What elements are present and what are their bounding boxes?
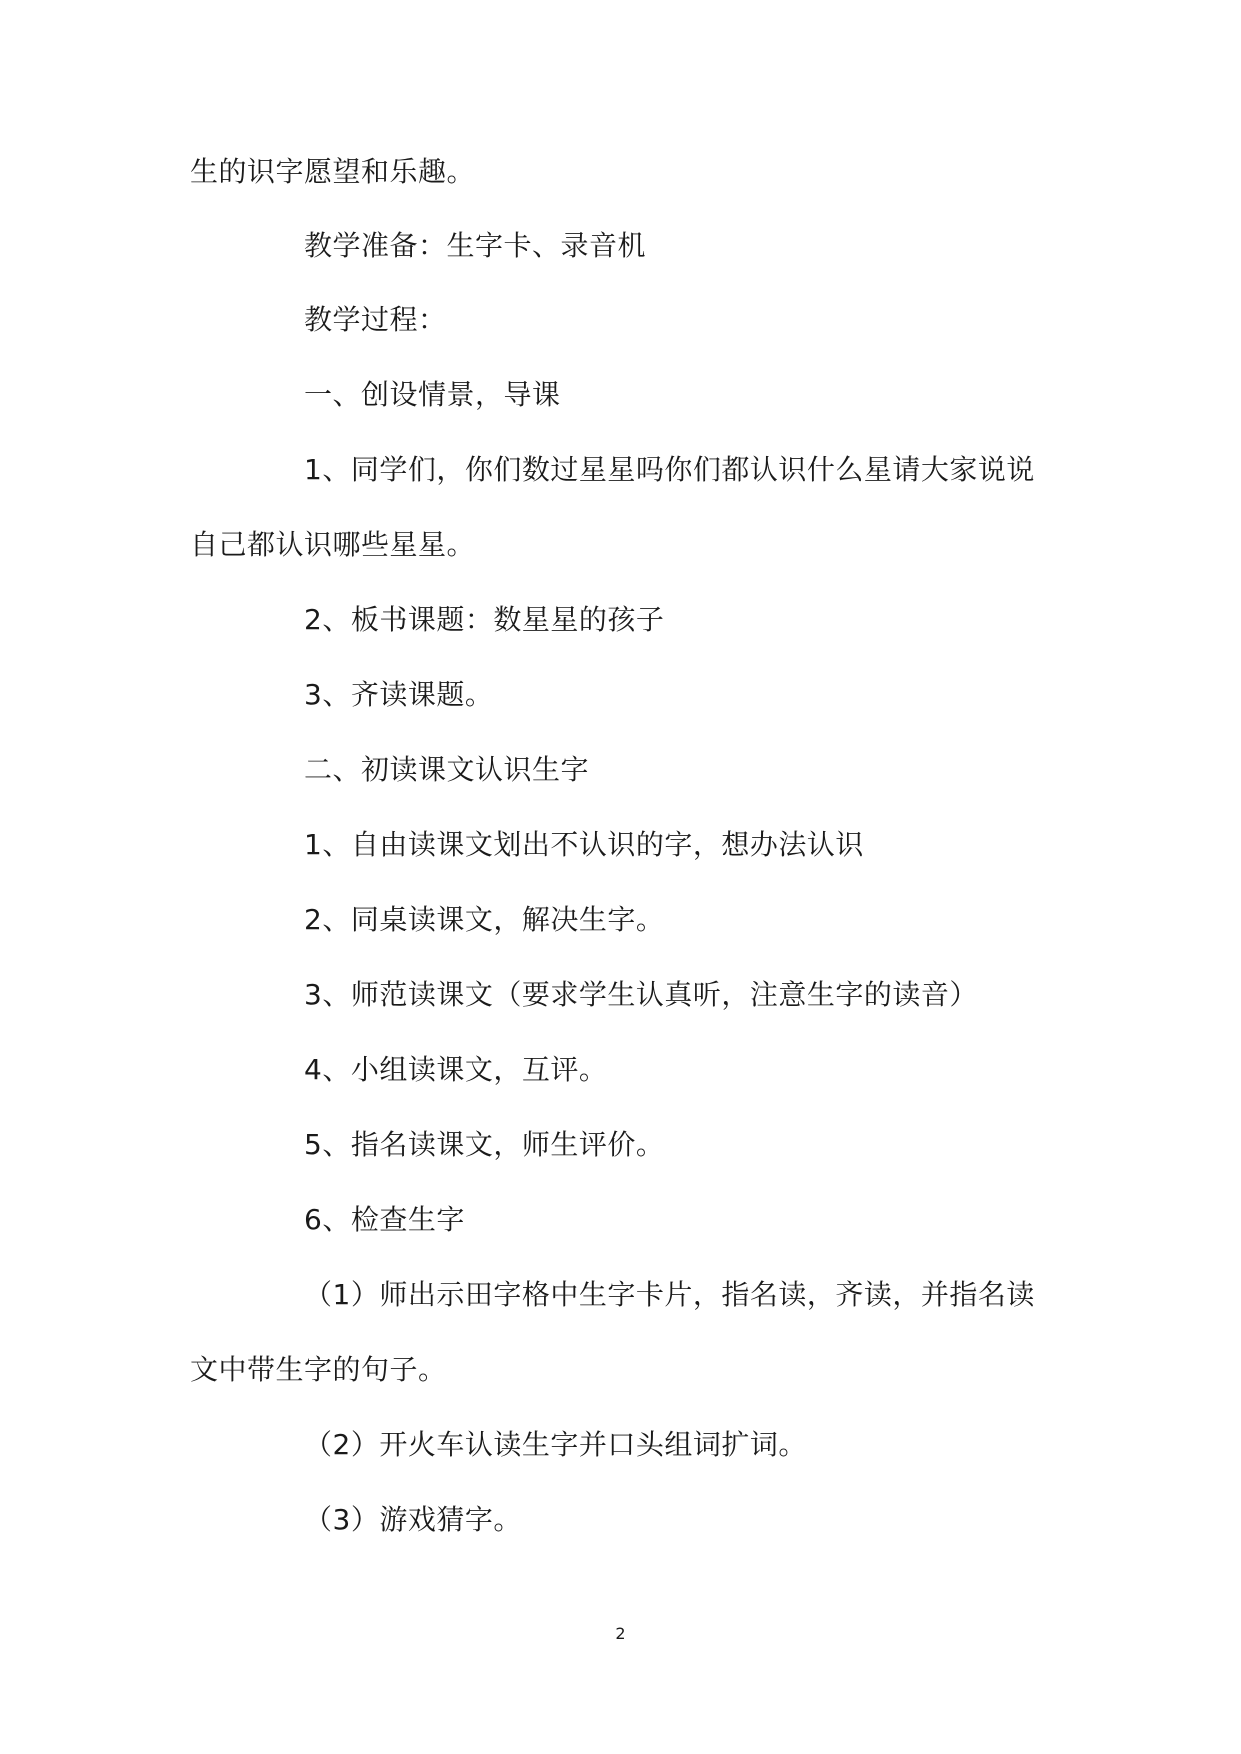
paragraph-line: 6、检查生字 [304,1203,465,1236]
paragraph-line: 生的识字愿望和乐趣。 [190,155,476,188]
paragraph-line: 5、指名读课文，师生评价。 [304,1128,665,1161]
paragraph-line: 3、齐读课题。 [304,678,494,711]
paragraph-line: （1）师出示田字格中生字卡片，指名读，齐读，并指名读 [304,1278,1035,1311]
paragraph-line: 自己都认识哪些星星。 [190,528,476,561]
paragraph-line: 教学准备：生字卡、录音机 [304,229,647,262]
page-number: 2 [615,1624,626,1643]
paragraph-line: （2）开火车认读生字并口头组词扩词。 [304,1428,807,1461]
section-heading: 一、创设情景，导课 [304,378,561,411]
section-heading: 二、初读课文认识生字 [304,753,590,786]
paragraph-line: 1、同学们，你们数过星星吗你们都认识什么星请大家说说 [304,453,1035,486]
paragraph-line: 3、师范读课文（要求学生认真听，注意生字的读音） [304,978,978,1011]
paragraph-line: （3）游戏猜字。 [304,1503,522,1536]
paragraph-line: 4、小组读课文，互评。 [304,1053,608,1086]
paragraph-line: 2、板书课题：数星星的孩子 [304,603,665,636]
paragraph-line: 2、同桌读课文，解决生字。 [304,903,665,936]
paragraph-line: 1、自由读课文划出不认识的字，想办法认识 [304,828,864,861]
paragraph-line: 教学过程： [304,303,447,336]
paragraph-line: 文中带生字的句子。 [190,1353,447,1386]
